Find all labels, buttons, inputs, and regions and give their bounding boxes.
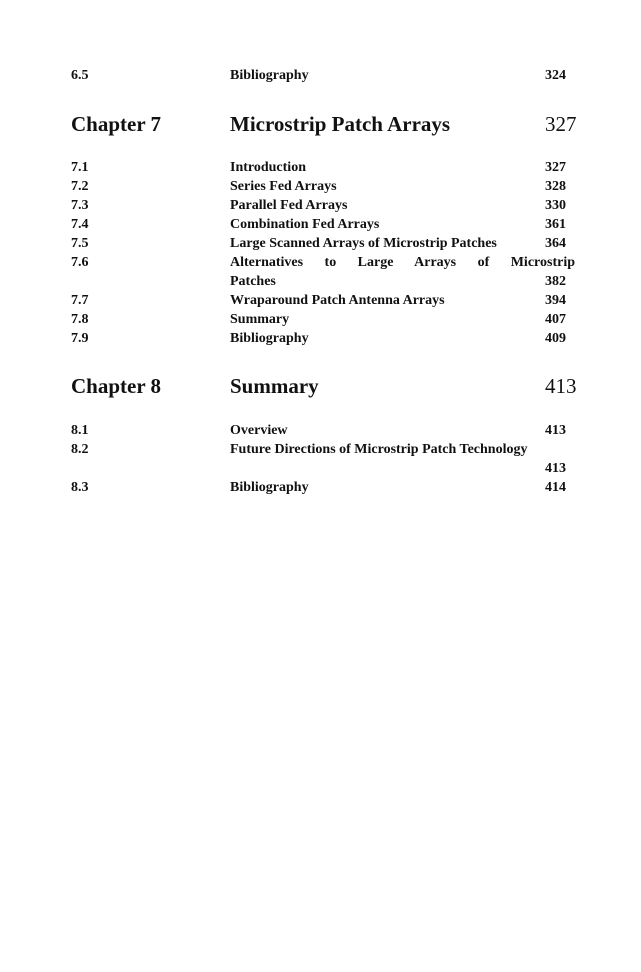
entry-title: Bibliography — [230, 331, 309, 346]
toc-entry-7-5 — [0, 234, 641, 254]
entry-title: Series Fed Arrays — [230, 179, 337, 194]
toc-entry-7-6-continued — [0, 272, 641, 292]
entry-title: Bibliography — [230, 480, 309, 495]
entry-number: 7.6 — [71, 255, 89, 270]
chapter-7-heading — [0, 109, 641, 139]
toc-entry-8-3 — [0, 478, 641, 498]
entry-number: 8.2 — [71, 442, 89, 457]
toc-entry-7-9 — [0, 329, 641, 349]
toc-entry-7-2 — [0, 177, 641, 197]
chapter-number: Chapter 7 — [71, 112, 162, 136]
entry-number: 7.5 — [71, 236, 89, 251]
entry-number: 7.3 — [71, 198, 89, 213]
chapter-page: 413 — [545, 374, 577, 398]
entry-page: 382 — [545, 274, 566, 289]
entry-number: 6.5 — [71, 68, 89, 83]
entry-title-line-2: Patches — [230, 274, 276, 289]
entry-number: 7.4 — [71, 217, 89, 232]
entry-title: Parallel Fed Arrays — [230, 198, 348, 213]
entry-page: 328 — [545, 179, 566, 194]
entry-page: 414 — [545, 480, 566, 495]
entry-page: 324 — [545, 68, 566, 83]
entry-title: Bibliography — [230, 68, 309, 83]
entry-number: 7.8 — [71, 312, 89, 327]
entry-page: 364 — [545, 236, 566, 251]
toc-entry-8-1 — [0, 421, 641, 441]
entry-page: 413 — [545, 461, 566, 476]
toc-entry-6-5 — [0, 66, 641, 86]
entry-number: 7.1 — [71, 160, 89, 175]
entry-number: 8.3 — [71, 480, 89, 495]
entry-page: 413 — [545, 423, 566, 438]
entry-page: 407 — [545, 312, 566, 327]
entry-number: 7.7 — [71, 293, 89, 308]
entry-title: Future Directions of Microstrip Patch Technology — [230, 442, 528, 457]
toc-entry-8-2-page-line — [0, 459, 641, 479]
entry-title-line-1: Alternatives to Large Arrays of Microstrip — [230, 255, 575, 270]
entry-page: 394 — [545, 293, 566, 308]
entry-title: Wraparound Patch Antenna Arrays — [230, 293, 445, 308]
toc-entry-7-4 — [0, 215, 641, 235]
chapter-number: Chapter 8 — [71, 374, 162, 398]
entry-number: 7.9 — [71, 331, 89, 346]
entry-page: 361 — [545, 217, 566, 232]
toc-entry-7-1 — [0, 158, 641, 178]
toc-entry-7-8 — [0, 310, 641, 330]
entry-title: Summary — [230, 312, 290, 327]
toc-entry-7-6 — [0, 253, 641, 273]
toc-entry-7-3 — [0, 196, 641, 216]
entry-title: Combination Fed Arrays — [230, 217, 380, 232]
toc-entry-8-2 — [0, 440, 641, 460]
entry-page: 330 — [545, 198, 566, 213]
chapter-page: 327 — [545, 112, 577, 136]
chapter-title: Summary — [230, 374, 319, 398]
entry-title: Introduction — [230, 160, 306, 175]
entry-page: 327 — [545, 160, 566, 175]
toc-entry-7-7 — [0, 291, 641, 311]
entry-title: Overview — [230, 423, 288, 438]
chapter-8-heading — [0, 371, 641, 401]
entry-title: Large Scanned Arrays of Microstrip Patches — [230, 236, 497, 251]
entry-page: 409 — [545, 331, 566, 346]
entry-number: 8.1 — [71, 423, 89, 438]
entry-number: 7.2 — [71, 179, 89, 194]
chapter-title: Microstrip Patch Arrays — [230, 112, 451, 136]
